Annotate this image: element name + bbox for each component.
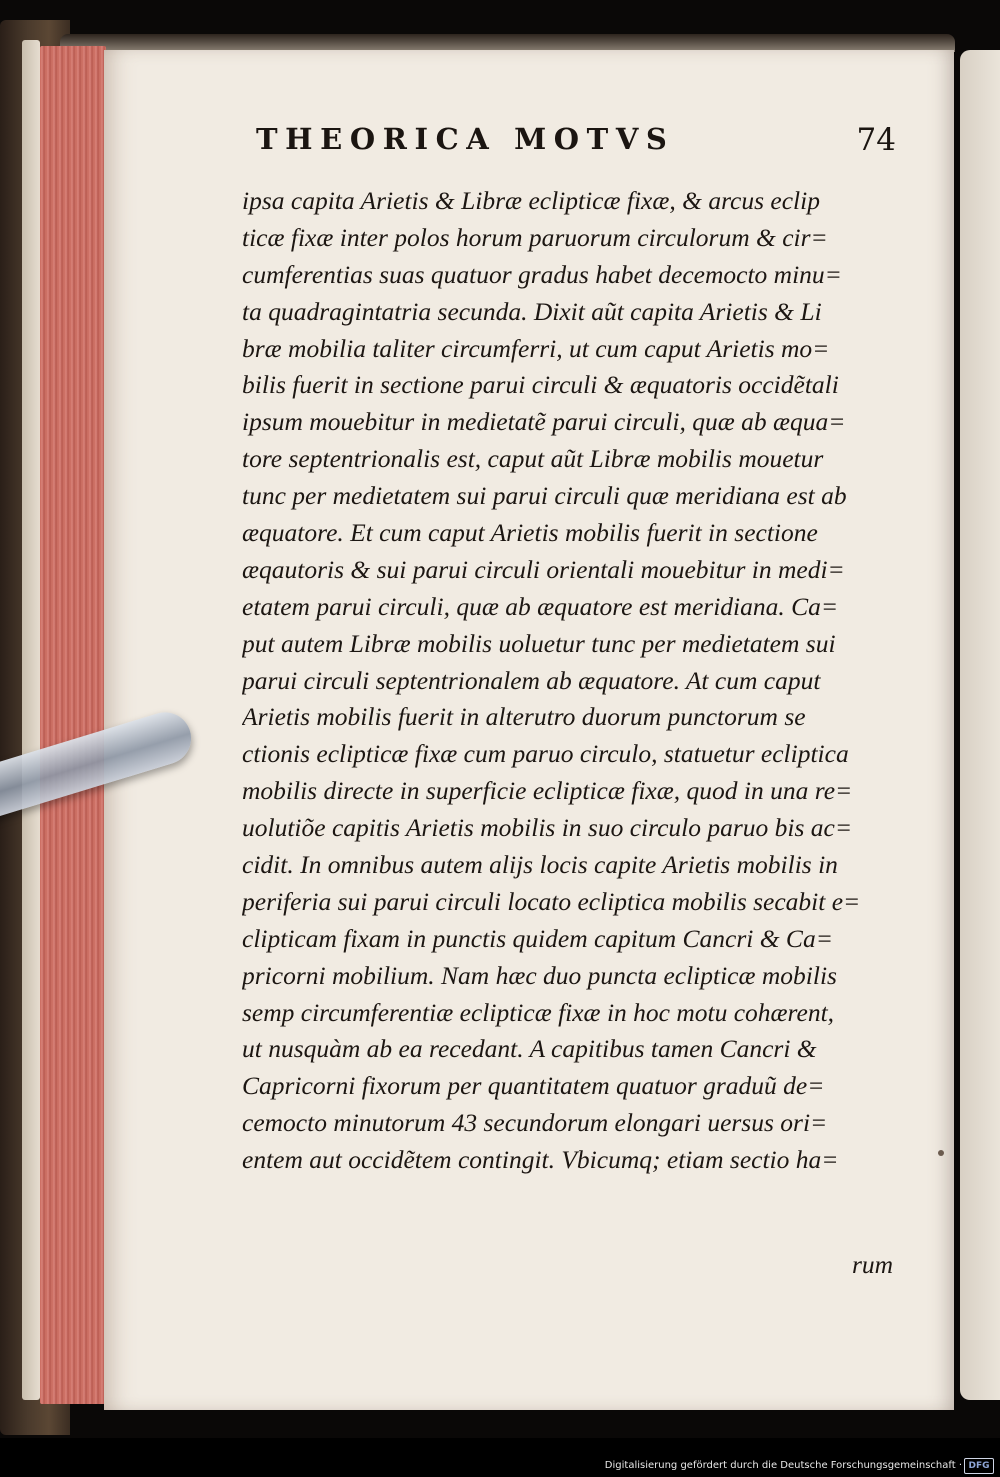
footer-bar (0, 1438, 1000, 1477)
body-text (242, 183, 902, 1179)
text-line: etatem parui circuli, quæ ab æquatore est meridiana. Ca= (242, 591, 839, 621)
text-line: parui circuli septentrionalem ab æquatore. At cum caput (242, 665, 821, 695)
text-line: mobilis directe in superficie eclipticæ fixæ, quod in una re= (242, 776, 853, 806)
text-line: cemocto minutorum 43 secundorum elongari uersus ori= (242, 1108, 828, 1138)
text-line: ipsa capita Arietis & Libræ eclipticæ fixæ, & arcus eclip (242, 186, 820, 215)
text-line: uolutiõe capitis Arietis mobilis in suo circulo paruo bis ac= (242, 813, 853, 843)
text-line: ut nusquàm ab ea recedant. A capitibus tamen Cancri & (242, 1034, 817, 1064)
text-line: bræ mobilia taliter circumferri, ut cum caput Arietis mo= (242, 333, 830, 363)
text-line: pricorni mobilium. Nam hæc duo puncta eclipticæ mobilis (242, 960, 837, 990)
text-line: æqautoris & sui parui circuli orientali mouebitur in medi= (242, 554, 845, 584)
text-line: entem aut occidẽtem contingit. Vbicumq; etiam sectio ha= (242, 1145, 839, 1175)
running-head (256, 122, 896, 166)
text-line: ta quadragintatria secunda. Dixit aũt capita Arietis & Li (242, 296, 822, 326)
text-line: Arietis mobilis fuerit in alterutro duorum punctorum se (242, 702, 806, 732)
page-number: 74 (856, 122, 896, 158)
text-line: clipticam fixam in punctis quidem capitum Cancri & Ca= (242, 923, 833, 953)
ink-spot (938, 1150, 944, 1156)
text-line: cidit. In omnibus autem alijs locis capite Arietis mobilis in (242, 850, 838, 880)
text-line: æquatore. Et cum caput Arietis mobilis fuerit in sectione (242, 518, 818, 548)
text-line: ipsum mouebitur in medietatẽ parui circuli, quæ ab æqua= (242, 407, 846, 437)
text-line: put autem Libræ mobilis uoluetur tunc per medietatem sui (242, 628, 836, 658)
text-line: tunc per medietatem sui parui circuli quæ meridiana est ab (242, 481, 847, 511)
text-line: ticæ fixæ inter polos horum paruorum circulorum & cir= (242, 222, 828, 252)
text-line: bilis fuerit in sectione parui circuli & æquatoris occidẽtali (242, 370, 839, 400)
text-line: cumferentias suas quatuor gradus habet decemocto minu= (242, 259, 842, 289)
text-line: periferia sui parui circuli locato ecliptica mobilis secabit e= (242, 886, 861, 916)
text-line: semp circumferentiæ eclipticæ fixæ in hoc motu cohærent, (242, 997, 835, 1027)
facing-page-edge (960, 50, 1000, 1400)
text-line: Capricorni fixorum per quantitatem quatuor graduũ de= (242, 1071, 825, 1101)
running-head-title: THEORICA MOTVS (256, 122, 675, 156)
dfg-logo-icon: DFG (964, 1458, 994, 1474)
text-line: ctionis eclipticæ fixæ cum paruo circulo, statuetur ecliptica (242, 739, 849, 769)
digitization-credit: Digitalisierung gefördert durch die Deutsche Forschungsgemeinschaft · (604, 1460, 962, 1471)
catchword: rum (852, 1250, 894, 1279)
text-line: tore septentrionalis est, caput aũt Libræ mobilis mouetur (242, 444, 824, 474)
cover-inner-edge (22, 40, 40, 1400)
red-page-edges (40, 46, 106, 1404)
